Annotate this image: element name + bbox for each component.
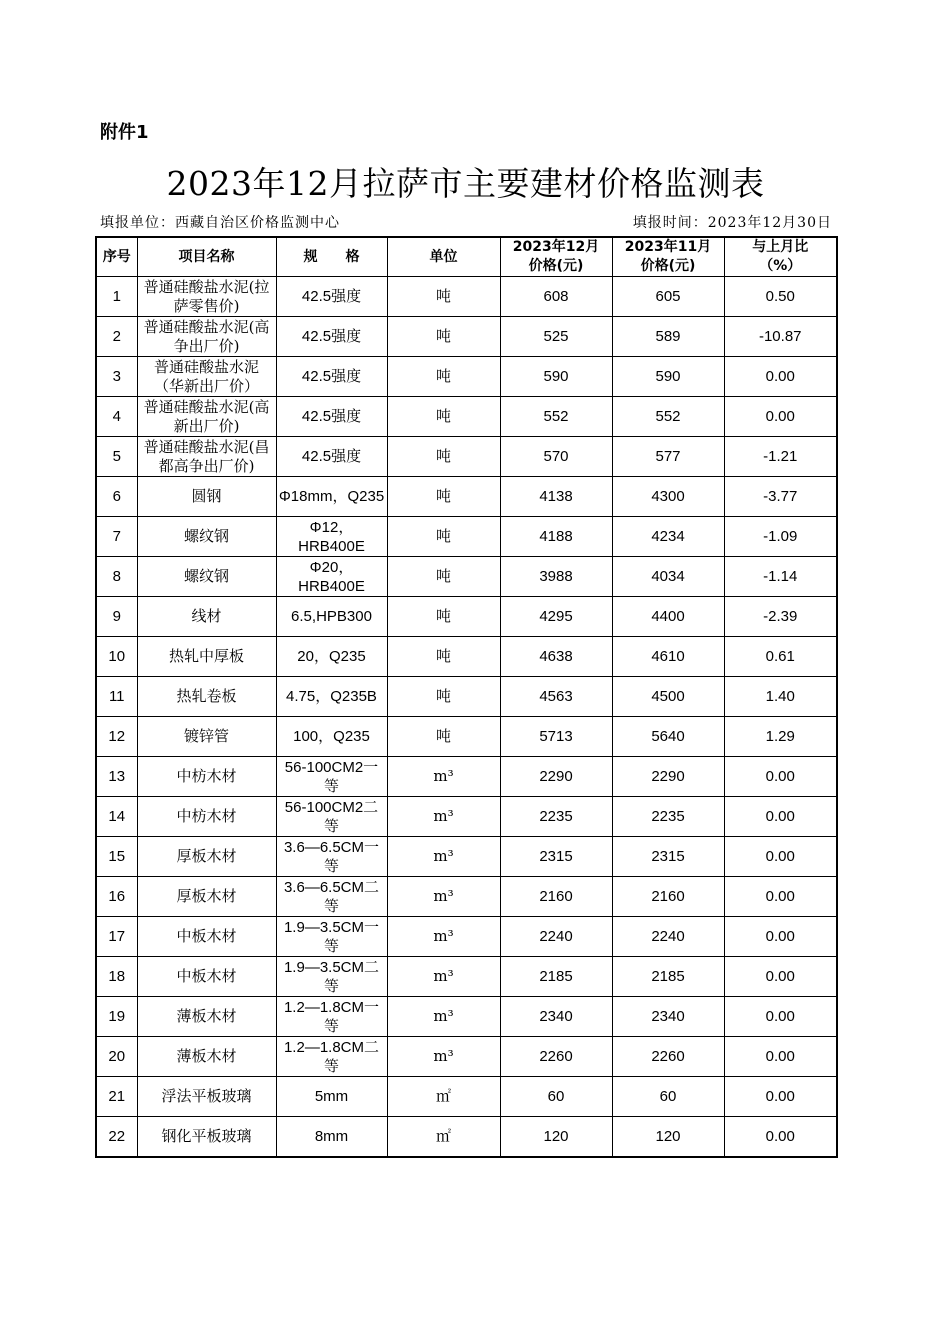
cell-name: 薄板木材 — [137, 1037, 276, 1077]
cell-index: 9 — [96, 597, 137, 637]
cell-spec: 1.9—3.5CM一等 — [276, 917, 387, 957]
cell-nov-price: 2260 — [612, 1037, 724, 1077]
cell-spec: 8mm — [276, 1117, 387, 1158]
cell-index: 16 — [96, 877, 137, 917]
cell-index: 17 — [96, 917, 137, 957]
cell-dec-price: 2260 — [500, 1037, 612, 1077]
cell-unit: 吨 — [387, 717, 500, 757]
cell-index: 18 — [96, 957, 137, 997]
cell-name: 螺纹钢 — [137, 557, 276, 597]
cell-change: 0.00 — [724, 397, 837, 437]
cell-spec: 5mm — [276, 1077, 387, 1117]
cell-unit: 吨 — [387, 357, 500, 397]
cell-change: -1.21 — [724, 437, 837, 477]
cell-change: 0.00 — [724, 957, 837, 997]
cell-name: 中枋木材 — [137, 757, 276, 797]
cell-name: 螺纹钢 — [137, 517, 276, 557]
cell-nov-price: 4234 — [612, 517, 724, 557]
cell-index: 4 — [96, 397, 137, 437]
cell-change: 0.50 — [724, 277, 837, 317]
cell-nov-price: 577 — [612, 437, 724, 477]
cell-spec: 42.5强度 — [276, 397, 387, 437]
cell-index: 2 — [96, 317, 137, 357]
cell-dec-price: 3988 — [500, 557, 612, 597]
reporting-unit: 填报单位：西藏自治区价格监测中心 — [100, 215, 340, 231]
cell-dec-price: 552 — [500, 397, 612, 437]
cell-unit: m³ — [387, 917, 500, 957]
table-row — [96, 1117, 837, 1158]
cell-index: 13 — [96, 757, 137, 797]
table-row — [96, 837, 837, 877]
cell-spec: 42.5强度 — [276, 277, 387, 317]
cell-change: 0.00 — [724, 1037, 837, 1077]
cell-change: 0.00 — [724, 997, 837, 1037]
table-row — [96, 957, 837, 997]
cell-index: 7 — [96, 517, 137, 557]
cell-change: 1.29 — [724, 717, 837, 757]
cell-index: 10 — [96, 637, 137, 677]
cell-nov-price: 2340 — [612, 997, 724, 1037]
table-row — [96, 597, 837, 637]
table-row — [96, 437, 837, 477]
header-nov-price-line1: 2023年11月 — [624, 239, 712, 255]
header-name: 项目名称 — [137, 237, 276, 277]
cell-nov-price: 4300 — [612, 477, 724, 517]
cell-name: 浮法平板玻璃 — [137, 1077, 276, 1117]
header-spec: 规 格 — [276, 237, 387, 277]
cell-change: 0.00 — [724, 917, 837, 957]
cell-unit: 吨 — [387, 597, 500, 637]
cell-name: 普通硅酸盐水泥（华新出厂价） — [137, 357, 276, 397]
table-row — [96, 917, 837, 957]
cell-nov-price: 605 — [612, 277, 724, 317]
header-dec-price-line1: 2023年12月 — [512, 239, 600, 255]
header-nov-price — [612, 237, 724, 277]
cell-spec: 42.5强度 — [276, 437, 387, 477]
table-row — [96, 997, 837, 1037]
cell-nov-price: 2185 — [612, 957, 724, 997]
cell-dec-price: 5713 — [500, 717, 612, 757]
cell-index: 6 — [96, 477, 137, 517]
table-row — [96, 477, 837, 517]
cell-index: 14 — [96, 797, 137, 837]
cell-name: 薄板木材 — [137, 997, 276, 1037]
cell-spec: 100，Q235 — [276, 717, 387, 757]
cell-change: -1.14 — [724, 557, 837, 597]
header-unit: 单位 — [387, 237, 500, 277]
cell-unit: 吨 — [387, 477, 500, 517]
cell-spec: 56-100CM2一等 — [276, 757, 387, 797]
cell-unit: m³ — [387, 957, 500, 997]
cell-nov-price: 120 — [612, 1117, 724, 1158]
cell-spec: 4.75，Q235B — [276, 677, 387, 717]
cell-unit: 吨 — [387, 517, 500, 557]
cell-name: 普通硅酸盐水泥(高新出厂价) — [137, 397, 276, 437]
cell-nov-price: 4610 — [612, 637, 724, 677]
cell-dec-price: 4138 — [500, 477, 612, 517]
cell-dec-price: 2240 — [500, 917, 612, 957]
attachment-label: 附件1 — [100, 122, 149, 143]
cell-index: 19 — [96, 997, 137, 1037]
cell-nov-price: 590 — [612, 357, 724, 397]
cell-dec-price: 2340 — [500, 997, 612, 1037]
cell-dec-price: 2160 — [500, 877, 612, 917]
cell-change: 0.00 — [724, 757, 837, 797]
cell-index: 21 — [96, 1077, 137, 1117]
header-change — [724, 237, 837, 277]
cell-dec-price: 60 — [500, 1077, 612, 1117]
cell-spec: 42.5强度 — [276, 317, 387, 357]
cell-nov-price: 5640 — [612, 717, 724, 757]
cell-nov-price: 589 — [612, 317, 724, 357]
cell-unit: m³ — [387, 797, 500, 837]
cell-change: -3.77 — [724, 477, 837, 517]
cell-index: 3 — [96, 357, 137, 397]
cell-index: 12 — [96, 717, 137, 757]
cell-spec: Φ20，HRB400E — [276, 557, 387, 597]
cell-nov-price: 2235 — [612, 797, 724, 837]
cell-unit: 吨 — [387, 397, 500, 437]
table-row — [96, 1037, 837, 1077]
cell-name: 热轧卷板 — [137, 677, 276, 717]
cell-index: 22 — [96, 1117, 137, 1158]
cell-unit: 吨 — [387, 677, 500, 717]
table-row — [96, 357, 837, 397]
cell-dec-price: 2185 — [500, 957, 612, 997]
cell-spec: 3.6—6.5CM二等 — [276, 877, 387, 917]
cell-dec-price: 4563 — [500, 677, 612, 717]
cell-unit: 吨 — [387, 637, 500, 677]
cell-index: 8 — [96, 557, 137, 597]
cell-spec: 20，Q235 — [276, 637, 387, 677]
cell-nov-price: 2240 — [612, 917, 724, 957]
cell-unit: 吨 — [387, 437, 500, 477]
price-table — [95, 236, 838, 1158]
cell-unit: m³ — [387, 837, 500, 877]
cell-change: 0.00 — [724, 837, 837, 877]
cell-spec: 1.2—1.8CM一等 — [276, 997, 387, 1037]
cell-nov-price: 4500 — [612, 677, 724, 717]
cell-change: -2.39 — [724, 597, 837, 637]
cell-index: 15 — [96, 837, 137, 877]
reporting-time: 填报时间：2023年12月30日 — [632, 215, 832, 231]
header-dec-price-line2: 价格(元) — [528, 258, 584, 274]
cell-name: 厚板木材 — [137, 877, 276, 917]
cell-dec-price: 4295 — [500, 597, 612, 637]
cell-name: 普通硅酸盐水泥(昌都高争出厂价) — [137, 437, 276, 477]
cell-name: 热轧中厚板 — [137, 637, 276, 677]
cell-change: 0.00 — [724, 877, 837, 917]
cell-index: 5 — [96, 437, 137, 477]
cell-dec-price: 2290 — [500, 757, 612, 797]
cell-name: 厚板木材 — [137, 837, 276, 877]
cell-spec: 6.5,HPB300 — [276, 597, 387, 637]
cell-dec-price: 4188 — [500, 517, 612, 557]
header-change-line2: （%） — [759, 258, 802, 274]
cell-nov-price: 60 — [612, 1077, 724, 1117]
cell-dec-price: 525 — [500, 317, 612, 357]
cell-dec-price: 2315 — [500, 837, 612, 877]
cell-name: 中板木材 — [137, 957, 276, 997]
table-row — [96, 677, 837, 717]
header-index: 序号 — [96, 237, 137, 277]
table-row — [96, 877, 837, 917]
cell-change: 1.40 — [724, 677, 837, 717]
cell-name: 圆钢 — [137, 477, 276, 517]
cell-change: 0.00 — [724, 797, 837, 837]
table-row — [96, 637, 837, 677]
cell-nov-price: 2290 — [612, 757, 724, 797]
cell-unit: m³ — [387, 997, 500, 1037]
cell-nov-price: 4034 — [612, 557, 724, 597]
cell-change: -10.87 — [724, 317, 837, 357]
table-row — [96, 517, 837, 557]
cell-spec: 3.6—6.5CM一等 — [276, 837, 387, 877]
cell-spec: 42.5强度 — [276, 357, 387, 397]
cell-change: 0.00 — [724, 1077, 837, 1117]
cell-nov-price: 552 — [612, 397, 724, 437]
cell-spec: Φ12，HRB400E — [276, 517, 387, 557]
cell-name: 线材 — [137, 597, 276, 637]
cell-nov-price: 4400 — [612, 597, 724, 637]
table-row — [96, 797, 837, 837]
cell-name: 钢化平板玻璃 — [137, 1117, 276, 1158]
cell-unit: ㎡ — [387, 1117, 500, 1158]
table-row — [96, 1077, 837, 1117]
cell-spec: 1.2—1.8CM二等 — [276, 1037, 387, 1077]
table-row — [96, 397, 837, 437]
cell-unit: ㎡ — [387, 1077, 500, 1117]
cell-name: 普通硅酸盐水泥(拉萨零售价) — [137, 277, 276, 317]
table-row — [96, 557, 837, 597]
cell-name: 中板木材 — [137, 917, 276, 957]
cell-dec-price: 570 — [500, 437, 612, 477]
cell-dec-price: 4638 — [500, 637, 612, 677]
table-header-row — [96, 237, 837, 277]
cell-index: 11 — [96, 677, 137, 717]
cell-change: 0.00 — [724, 1117, 837, 1158]
cell-dec-price: 120 — [500, 1117, 612, 1158]
header-nov-price-line2: 价格(元) — [640, 258, 696, 274]
table-row — [96, 757, 837, 797]
cell-nov-price: 2160 — [612, 877, 724, 917]
cell-dec-price: 608 — [500, 277, 612, 317]
cell-spec: 56-100CM2二等 — [276, 797, 387, 837]
cell-index: 1 — [96, 277, 137, 317]
cell-name: 中枋木材 — [137, 797, 276, 837]
cell-unit: 吨 — [387, 317, 500, 357]
cell-change: -1.09 — [724, 517, 837, 557]
table-row — [96, 717, 837, 757]
cell-nov-price: 2315 — [612, 837, 724, 877]
table-row — [96, 277, 837, 317]
cell-unit: m³ — [387, 757, 500, 797]
header-dec-price — [500, 237, 612, 277]
cell-spec: 1.9—3.5CM二等 — [276, 957, 387, 997]
cell-change: 0.61 — [724, 637, 837, 677]
cell-name: 镀锌管 — [137, 717, 276, 757]
cell-spec: Φ18mm，Q235 — [276, 477, 387, 517]
cell-name: 普通硅酸盐水泥(高争出厂价) — [137, 317, 276, 357]
cell-dec-price: 2235 — [500, 797, 612, 837]
cell-unit: 吨 — [387, 277, 500, 317]
header-change-line1: 与上月比 — [752, 239, 809, 255]
cell-index: 20 — [96, 1037, 137, 1077]
cell-change: 0.00 — [724, 357, 837, 397]
cell-dec-price: 590 — [500, 357, 612, 397]
table-row — [96, 317, 837, 357]
cell-unit: 吨 — [387, 557, 500, 597]
cell-unit: m³ — [387, 1037, 500, 1077]
cell-unit: m³ — [387, 877, 500, 917]
page-title: 2023年12月拉萨市主要建材价格监测表 — [166, 164, 765, 203]
